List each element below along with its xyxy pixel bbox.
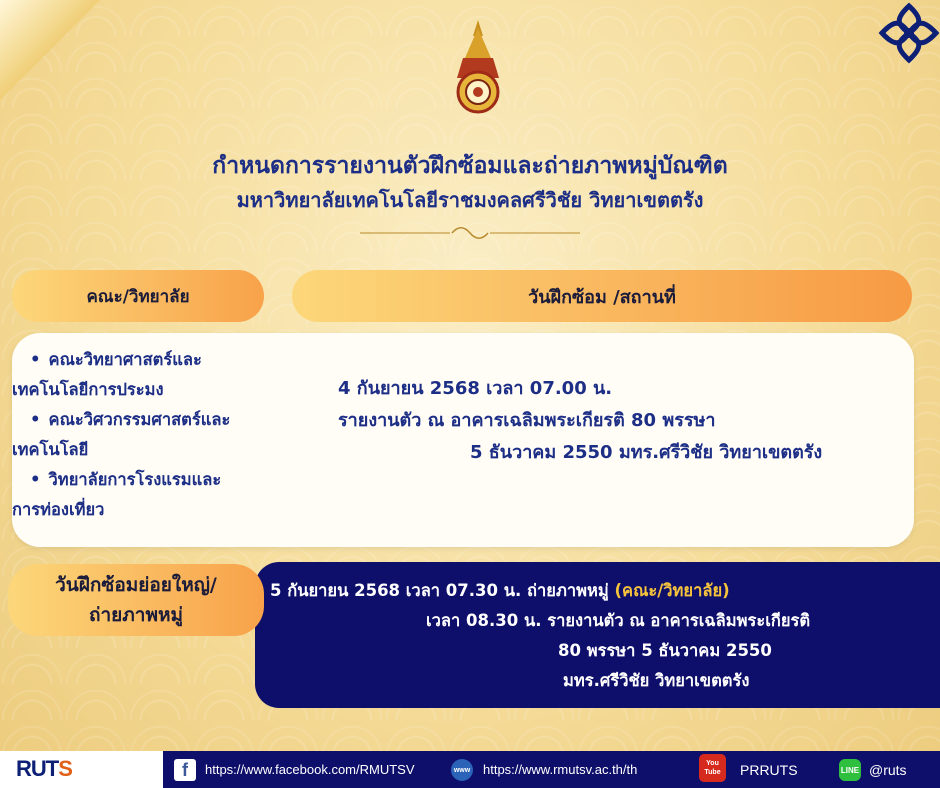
ruts-logo <box>16 756 72 782</box>
date-location-column-header: วันฝึกซ้อม /สถานที่ <box>292 270 912 322</box>
globe-www-icon[interactable]: www <box>451 759 473 781</box>
rehearsal-date: 5 กันยายน 2568 เวลา 07.30 น. ถ่ายภาพหมู่ <box>270 581 615 600</box>
faculty-name-cont: เทคโนโลยี <box>12 440 89 459</box>
page-subtitle: มหาวิทยาลัยเทคโนโลยีราชมงคลศรีวิชัย วิทยาเขตตรัง <box>236 188 704 212</box>
page-title: กำหนดการรายงานตัวฝึกซ้อมและถ่ายภาพหมู่บัณฑิต <box>212 153 728 179</box>
schedule-location-cont: 5 ธันวาคม 2550 มทร.ศรีวิชัย วิทยาเขตตรัง <box>470 442 823 463</box>
rehearsal-line-1 <box>270 576 730 606</box>
facebook-link[interactable]: https://www.facebook.com/RMUTSV <box>205 762 415 777</box>
page-curl-decoration <box>0 0 110 110</box>
rehearsal-faculty-note: (คณะ/วิทยาลัย) <box>614 581 730 600</box>
faculty-list <box>12 345 300 525</box>
logo-text: RUT <box>16 756 59 781</box>
ornamental-divider <box>360 226 580 240</box>
schedule-date: 4 กันยายน 2568 เวลา 07.00 น. <box>338 378 613 399</box>
faculty-name: คณะวิทยาศาสตร์และ <box>48 350 202 369</box>
faculty-name: วิทยาลัยการโรงแรมและ <box>48 470 222 489</box>
youtube-icon[interactable]: You Tube <box>699 754 726 782</box>
faculty-name: คณะวิศวกรรมศาสตร์และ <box>48 410 231 429</box>
rehearsal-label-line1: วันฝึกซ้อมย่อยใหญ่/ <box>55 574 217 596</box>
website-link[interactable]: https://www.rmutsv.ac.th/th <box>483 762 638 777</box>
line-app-icon[interactable]: LINE <box>839 759 861 781</box>
list-item <box>12 405 300 465</box>
facebook-icon[interactable]: f <box>174 759 196 781</box>
list-item <box>12 465 300 525</box>
logo-text-accent: S <box>58 756 72 781</box>
line-id[interactable]: @ruts <box>869 762 907 778</box>
youtube-channel[interactable]: PRRUTS <box>740 762 798 778</box>
rehearsal-line-4: มทร.ศรีวิชัย วิทยาเขตตรัง <box>563 671 750 690</box>
bullet-icon: • <box>30 470 41 489</box>
rehearsal-label <box>8 564 264 636</box>
thai-knot-ornament-icon <box>878 2 940 64</box>
university-crest-logo <box>443 18 513 118</box>
bullet-icon: • <box>30 410 41 429</box>
schedule-location: รายงานตัว ณ อาคารเฉลิมพระเกียรติ 80 พรรษา <box>338 410 716 431</box>
faculty-name-cont: เทคโนโลยีการประมง <box>12 380 164 399</box>
faculty-column-header: คณะ/วิทยาลัย <box>12 270 264 322</box>
bullet-icon: • <box>30 350 41 369</box>
rehearsal-line-2: เวลา 08.30 น. รายงานตัว ณ อาคารเฉลิมพระเกียรติ <box>426 611 811 630</box>
list-item <box>12 345 300 405</box>
faculty-name-cont: การท่องเที่ยว <box>12 500 105 519</box>
rehearsal-line-3: 80 พรรษา 5 ธันวาคม 2550 <box>558 641 772 660</box>
rehearsal-label-line2: ถ่ายภาพหมู่ <box>88 604 184 626</box>
